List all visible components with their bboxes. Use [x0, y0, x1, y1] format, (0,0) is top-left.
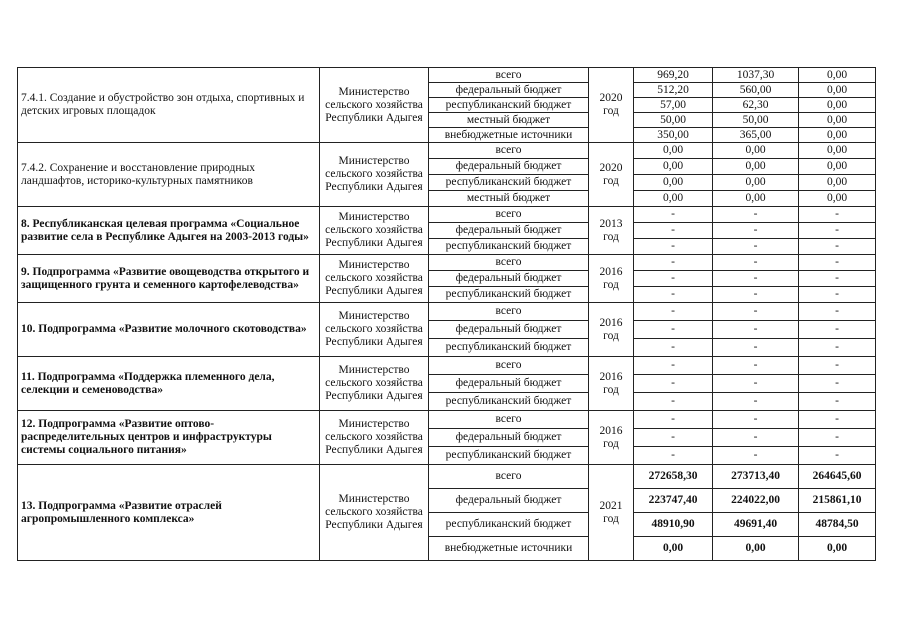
responsible-executor: Министерство сельского хозяйства Республики Адыгея [320, 357, 429, 411]
completion-year: 2016 год [589, 303, 634, 357]
amount-cell: 512,20 [634, 83, 713, 98]
funding-source: республиканский бюджет [429, 98, 589, 113]
amount-cell: - [634, 447, 713, 465]
responsible-executor: Министерство сельского хозяйства Республики Адыгея [320, 207, 429, 255]
amount-cell: 0,00 [799, 143, 876, 159]
responsible-executor: Министерство сельского хозяйства Республики Адыгея [320, 465, 429, 561]
amount-cell: 49691,40 [713, 513, 799, 537]
amount-cell: - [799, 223, 876, 239]
amount-cell: 0,00 [713, 143, 799, 159]
amount-cell: 223747,40 [634, 489, 713, 513]
amount-cell: - [799, 303, 876, 321]
amount-cell: 0,00 [799, 175, 876, 191]
amount-cell: - [713, 303, 799, 321]
amount-cell: - [634, 223, 713, 239]
responsible-executor: Министерство сельского хозяйства Республики Адыгея [320, 143, 429, 207]
amount-cell: - [634, 271, 713, 287]
amount-cell: 272658,30 [634, 465, 713, 489]
funding-source: всего [429, 143, 589, 159]
amount-cell: - [799, 255, 876, 271]
completion-year: 2021 год [589, 465, 634, 561]
amount-cell: - [634, 339, 713, 357]
amount-cell: 1037,30 [713, 68, 799, 83]
amount-cell: 0,00 [634, 191, 713, 207]
budget-table [17, 67, 876, 561]
amount-cell: - [799, 207, 876, 223]
amount-cell: 0,00 [799, 98, 876, 113]
responsible-executor: Министерство сельского хозяйства Республики Адыгея [320, 68, 429, 143]
amount-cell: - [713, 357, 799, 375]
amount-cell: 969,20 [634, 68, 713, 83]
amount-cell: - [799, 357, 876, 375]
responsible-executor: Министерство сельского хозяйства Республики Адыгея [320, 411, 429, 465]
funding-source: федеральный бюджет [429, 271, 589, 287]
amount-cell: 50,00 [713, 113, 799, 128]
amount-cell: - [799, 429, 876, 447]
amount-cell: 0,00 [713, 175, 799, 191]
program-name: 8. Республиканская целевая программа «Социальное развитие села в Республике Адыгея на 2003-2013 годы» [18, 207, 320, 255]
amount-cell: 62,30 [713, 98, 799, 113]
amount-cell: 0,00 [713, 537, 799, 561]
amount-cell: 0,00 [634, 143, 713, 159]
completion-year: 2020 год [589, 68, 634, 143]
amount-cell: - [634, 411, 713, 429]
amount-cell: 264645,60 [799, 465, 876, 489]
funding-source: всего [429, 68, 589, 83]
funding-source: всего [429, 411, 589, 429]
amount-cell: - [799, 339, 876, 357]
amount-cell: 560,00 [713, 83, 799, 98]
funding-source: республиканский бюджет [429, 287, 589, 303]
amount-cell: - [713, 223, 799, 239]
funding-source: местный бюджет [429, 113, 589, 128]
completion-year: 2016 год [589, 411, 634, 465]
amount-cell: - [799, 375, 876, 393]
funding-source: федеральный бюджет [429, 159, 589, 175]
amount-cell: - [713, 271, 799, 287]
funding-source: республиканский бюджет [429, 175, 589, 191]
program-name: 10. Подпрограмма «Развитие молочного скотоводства» [18, 303, 320, 357]
amount-cell: - [634, 393, 713, 411]
amount-cell: 0,00 [799, 537, 876, 561]
amount-cell: 0,00 [634, 159, 713, 175]
amount-cell: - [713, 255, 799, 271]
funding-source: федеральный бюджет [429, 83, 589, 98]
amount-cell: - [713, 447, 799, 465]
table-row [18, 68, 876, 83]
amount-cell: 0,00 [634, 537, 713, 561]
amount-cell: - [634, 303, 713, 321]
amount-cell: 273713,40 [713, 465, 799, 489]
amount-cell: 0,00 [799, 128, 876, 143]
amount-cell: - [713, 429, 799, 447]
amount-cell: - [713, 375, 799, 393]
funding-source: федеральный бюджет [429, 375, 589, 393]
funding-source: всего [429, 303, 589, 321]
amount-cell: - [634, 255, 713, 271]
table-row [18, 357, 876, 375]
program-name: 13. Подпрограмма «Развитие отраслей агропромышленного комплекса» [18, 465, 320, 561]
amount-cell: 57,00 [634, 98, 713, 113]
funding-source: федеральный бюджет [429, 429, 589, 447]
table-row [18, 143, 876, 159]
completion-year: 2016 год [589, 357, 634, 411]
amount-cell: - [634, 287, 713, 303]
amount-cell: 0,00 [799, 83, 876, 98]
program-name: 11. Подпрограмма «Поддержка племенного дела, селекции и семеноводства» [18, 357, 320, 411]
responsible-executor: Министерство сельского хозяйства Республики Адыгея [320, 255, 429, 303]
funding-source: всего [429, 465, 589, 489]
funding-source: республиканский бюджет [429, 447, 589, 465]
program-name: 12. Подпрограмма «Развитие оптово-распределительных центров и инфраструктуры системы социального питания» [18, 411, 320, 465]
amount-cell: - [713, 321, 799, 339]
table-row [18, 255, 876, 271]
program-name: 9. Подпрограмма «Развитие овощеводства открытого и защищенного грунта и семенного картофелеводства» [18, 255, 320, 303]
table-row [18, 411, 876, 429]
amount-cell: - [713, 207, 799, 223]
amount-cell: - [799, 447, 876, 465]
amount-cell: 365,00 [713, 128, 799, 143]
funding-source: федеральный бюджет [429, 489, 589, 513]
amount-cell: - [713, 239, 799, 255]
funding-source: всего [429, 357, 589, 375]
completion-year: 2013 год [589, 207, 634, 255]
amount-cell: - [634, 207, 713, 223]
amount-cell: - [799, 393, 876, 411]
amount-cell: - [799, 287, 876, 303]
funding-source: республиканский бюджет [429, 339, 589, 357]
amount-cell: 215861,10 [799, 489, 876, 513]
amount-cell: - [713, 287, 799, 303]
amount-cell: 350,00 [634, 128, 713, 143]
responsible-executor: Министерство сельского хозяйства Республики Адыгея [320, 303, 429, 357]
amount-cell: - [634, 357, 713, 375]
funding-source: всего [429, 255, 589, 271]
completion-year: 2016 год [589, 255, 634, 303]
amount-cell: - [799, 411, 876, 429]
amount-cell: 50,00 [634, 113, 713, 128]
amount-cell: - [634, 321, 713, 339]
amount-cell: 0,00 [713, 191, 799, 207]
amount-cell: - [799, 321, 876, 339]
amount-cell: 0,00 [799, 113, 876, 128]
funding-source: всего [429, 207, 589, 223]
amount-cell: - [713, 393, 799, 411]
program-name: 7.4.1. Создание и обустройство зон отдыха, спортивных и детских игровых площадок [18, 68, 320, 143]
amount-cell: - [634, 429, 713, 447]
amount-cell: 0,00 [799, 191, 876, 207]
amount-cell: - [634, 239, 713, 255]
funding-source: республиканский бюджет [429, 239, 589, 255]
amount-cell: - [799, 271, 876, 287]
amount-cell: - [713, 411, 799, 429]
completion-year: 2020 год [589, 143, 634, 207]
amount-cell: 0,00 [713, 159, 799, 175]
amount-cell: - [634, 375, 713, 393]
table-row [18, 303, 876, 321]
funding-source: внебюджетные источники [429, 537, 589, 561]
funding-source: республиканский бюджет [429, 393, 589, 411]
amount-cell: 48910,90 [634, 513, 713, 537]
funding-source: федеральный бюджет [429, 321, 589, 339]
table-row [18, 207, 876, 223]
amount-cell: 0,00 [799, 68, 876, 83]
funding-source: местный бюджет [429, 191, 589, 207]
amount-cell: - [713, 339, 799, 357]
amount-cell: 48784,50 [799, 513, 876, 537]
amount-cell: 0,00 [799, 159, 876, 175]
program-name: 7.4.2. Сохранение и восстановление природных ландшафтов, историко-культурных памятников [18, 143, 320, 207]
funding-source: внебюджетные источники [429, 128, 589, 143]
amount-cell: - [799, 239, 876, 255]
funding-source: республиканский бюджет [429, 513, 589, 537]
table-row [18, 465, 876, 489]
amount-cell: 0,00 [634, 175, 713, 191]
funding-source: федеральный бюджет [429, 223, 589, 239]
amount-cell: 224022,00 [713, 489, 799, 513]
